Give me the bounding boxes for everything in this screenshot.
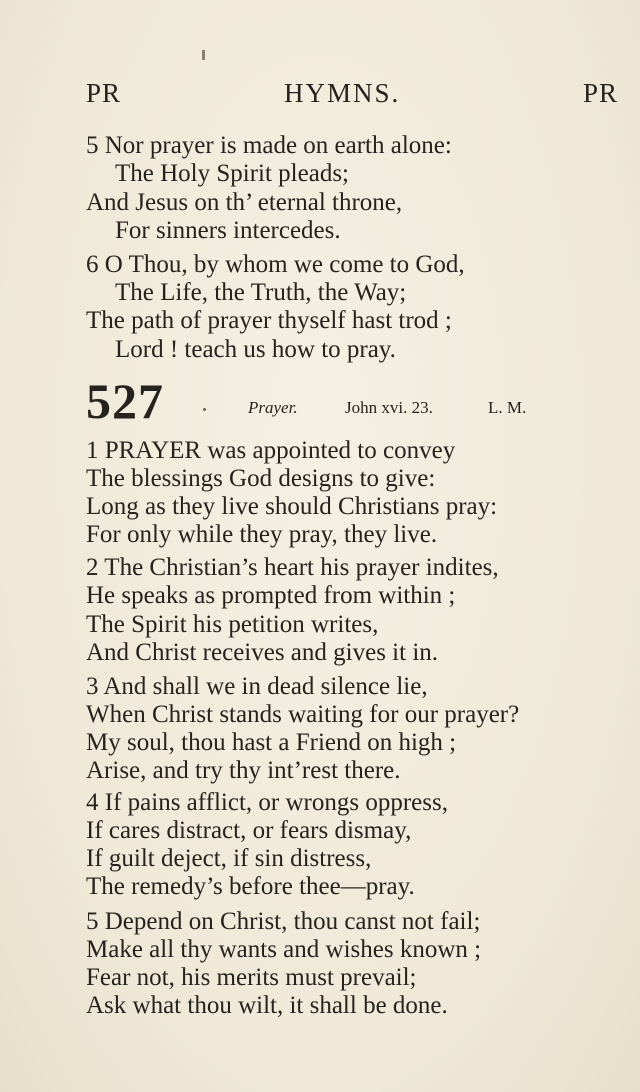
verse-line: Lord ! teach us how to pray. (115, 336, 396, 363)
verse-line: The remedy’s before thee—pray. (86, 873, 415, 900)
separator-dot (203, 408, 206, 411)
verse-line: And Jesus on th’ eternal throne, (86, 189, 403, 216)
hymn-metre: L. M. (488, 398, 527, 417)
verse-line: The Spirit his petition writes, (86, 611, 379, 638)
hymn-title: Prayer. (248, 398, 298, 417)
verse-line: The Holy Spirit pleads; (115, 160, 349, 187)
verse-line: The Life, the Truth, the Way; (115, 279, 407, 306)
verse-line: The blessings God designs to give: (86, 465, 436, 492)
header-left: PR (86, 78, 122, 108)
verse-line: When Christ stands waiting for our prayer? (86, 701, 520, 728)
verse-line: Long as they live should Christians pray: (86, 493, 498, 520)
verse-line: Ask what thou wilt, it shall be done. (86, 992, 448, 1019)
verse-line: 1 PRAYER was appointed to convey (86, 437, 456, 464)
verse-line: If cares distract, or fears dismay, (86, 817, 412, 844)
header-title: HYMNS. (284, 78, 401, 108)
running-header (86, 78, 618, 114)
verse-line: The path of prayer thyself hast trod ; (86, 307, 452, 334)
verse-line: My soul, thou hast a Friend on high ; (86, 729, 457, 756)
page-mark (202, 50, 205, 60)
verse-line: 3 And shall we in dead silence lie, (86, 673, 428, 700)
header-right: PR (582, 78, 618, 108)
verse-line: For only while they pray, they live. (86, 521, 438, 548)
verse-line: 2 The Christian’s heart his prayer indites, (86, 554, 499, 581)
verse-line: 6 O Thou, by whom we come to God, (86, 251, 465, 278)
verse-line: 4 If pains afflict, or wrongs oppress, (86, 789, 448, 816)
verse-line: For sinners intercedes. (115, 217, 341, 244)
verse-line: If guilt deject, if sin distress, (86, 845, 372, 872)
verse-line: Arise, and try thy int’rest there. (86, 757, 401, 784)
verse-line: Fear not, his merits must prevail; (86, 964, 417, 991)
verse-line: Make all thy wants and wishes known ; (86, 936, 482, 963)
hymn-reference: John xvi. 23. (345, 398, 433, 417)
hymn-number: 527 (86, 373, 164, 429)
verse-line: And Christ receives and gives it in. (86, 639, 439, 666)
verse-line: 5 Nor prayer is made on earth alone: (86, 132, 452, 159)
verse-line: 5 Depend on Christ, thou canst not fail; (86, 908, 481, 935)
verse-line: He speaks as prompted from within ; (86, 582, 456, 609)
